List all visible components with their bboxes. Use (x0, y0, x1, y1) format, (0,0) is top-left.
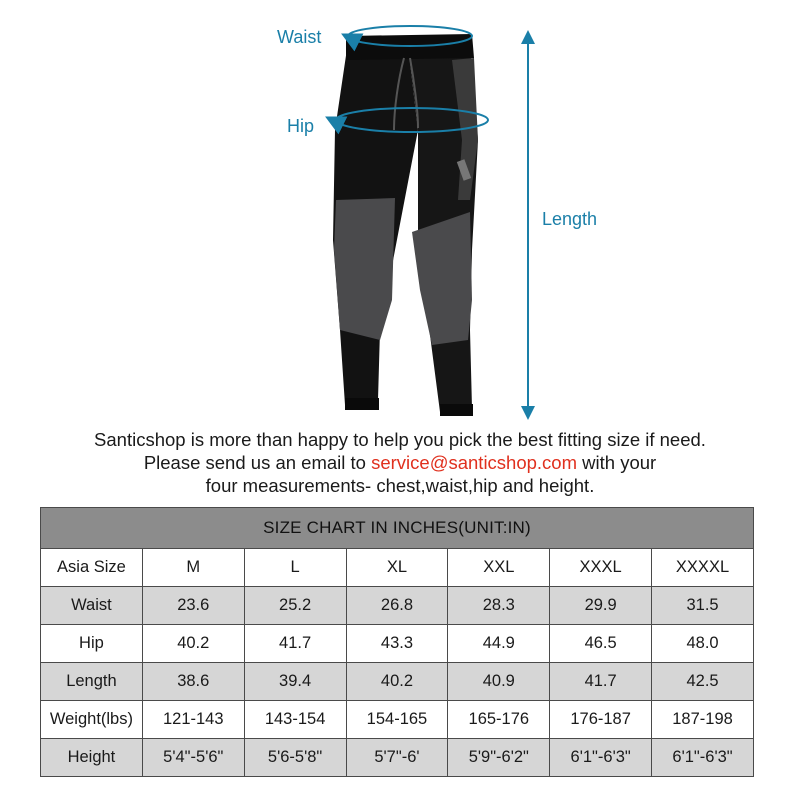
hip-label: Hip (287, 116, 315, 136)
table-cell: 176-187 (550, 701, 652, 739)
table-cell: 154-165 (346, 701, 448, 739)
intro-line-2-before: Please send us an email to (143, 452, 372, 473)
table-cell: 43.3 (346, 625, 448, 663)
size-chart-title: SIZE CHART IN INCHES(UNIT:IN) (41, 508, 754, 549)
table-cell: 165-176 (448, 701, 550, 739)
table-cell: 44.9 (448, 625, 550, 663)
table-cell: 6'1"-6'3" (652, 739, 754, 777)
table-cell: 28.3 (448, 587, 550, 625)
size-chart-table (40, 507, 754, 777)
table-cell: XXXXL (652, 549, 754, 587)
contact-email: service@santicshop.com (371, 452, 578, 473)
table-cell: 41.7 (550, 663, 652, 701)
table-cell: XXXL (550, 549, 652, 587)
table-cell: 5'6-5'8" (244, 739, 346, 777)
table-cell: 40.9 (448, 663, 550, 701)
table-cell: 143-154 (244, 701, 346, 739)
row-header: Weight(lbs) (41, 701, 143, 739)
pants-knee-panel-left (334, 198, 395, 340)
waist-label: Waist (277, 27, 322, 47)
intro-line-3: four measurements- chest,waist,hip and height. (205, 475, 595, 496)
size-chart-body (41, 549, 754, 777)
table-cell: M (142, 549, 244, 587)
intro-line-2 (0, 451, 800, 474)
table-cell: 42.5 (652, 663, 754, 701)
row-header: Waist (41, 587, 143, 625)
table-cell: 5'7"-6' (346, 739, 448, 777)
table-cell: 41.7 (244, 625, 346, 663)
table-cell: 48.0 (652, 625, 754, 663)
table-cell: XL (346, 549, 448, 587)
row-header: Hip (41, 625, 143, 663)
table-cell: XXL (448, 549, 550, 587)
table-row (41, 663, 754, 701)
table-cell: 46.5 (550, 625, 652, 663)
table-cell: 121-143 (142, 701, 244, 739)
table-cell: 40.2 (142, 625, 244, 663)
table-row (41, 625, 754, 663)
table-cell: 29.9 (550, 587, 652, 625)
table-cell: 26.8 (346, 587, 448, 625)
table-row (41, 549, 754, 587)
table-cell: 187-198 (652, 701, 754, 739)
length-label: Length (542, 209, 598, 229)
row-header: Length (41, 663, 143, 701)
row-header: Asia Size (41, 549, 143, 587)
intro-line-2-after: with your (577, 452, 657, 473)
table-row (41, 701, 754, 739)
table-cell: L (244, 549, 346, 587)
table-cell: 6'1"-6'3" (550, 739, 652, 777)
intro-line-1: Santicshop is more than happy to help you pick the best fitting size if need. (94, 429, 706, 450)
pants-knee-panel-right (412, 212, 472, 345)
table-cell: 38.6 (142, 663, 244, 701)
table-row (41, 739, 754, 777)
table-row (41, 587, 754, 625)
table-cell: 39.4 (244, 663, 346, 701)
table-cell: 23.6 (142, 587, 244, 625)
table-cell: 5'9"-6'2" (448, 739, 550, 777)
table-cell: 40.2 (346, 663, 448, 701)
row-header: Height (41, 739, 143, 777)
table-cell: 25.2 (244, 587, 346, 625)
table-cell: 5'4"-5'6" (142, 739, 244, 777)
intro-text (0, 428, 800, 497)
table-cell: 31.5 (652, 587, 754, 625)
